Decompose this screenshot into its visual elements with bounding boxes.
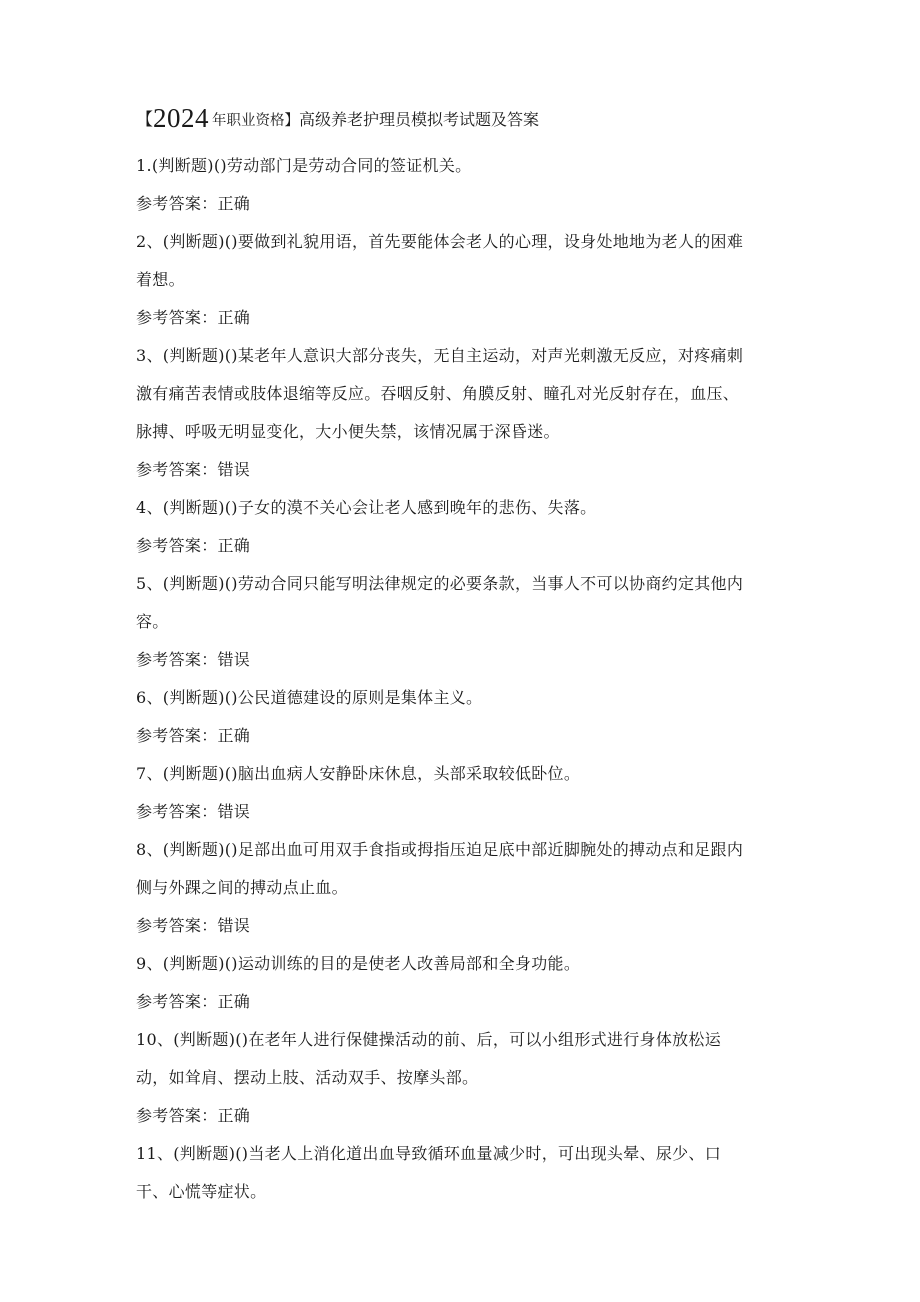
text-line: 参考答案：正确	[136, 992, 251, 1011]
text-line: 参考答案：正确	[136, 1106, 251, 1125]
title-year: 2024	[153, 103, 209, 133]
text-line: 参考答案：正确	[136, 726, 251, 745]
text-line: 3、(判断题)()某老年人意识大部分丧失，无自主运动，对声光刺激无反应，对疼痛刺	[136, 346, 744, 365]
text-line: 侧与外踝之间的搏动点止血。	[136, 878, 348, 897]
text-line: 参考答案：正确	[136, 194, 251, 213]
text-line: 参考答案：正确	[136, 308, 251, 327]
text-line: 5、(判断题)()劳动合同只能写明法律规定的必要条款，当事人不可以协商约定其他内	[136, 574, 744, 593]
text-line: 9、(判断题)()运动训练的目的是使老人改善局部和全身功能。	[136, 954, 581, 973]
text-line: 动，如耸肩、摆动上肢、活动双手、按摩头部。	[136, 1068, 479, 1087]
title-sub: 年职业资格】	[212, 113, 299, 129]
text-line: 脉搏、呼吸无明显变化，大小便失禁，该情况属于深昏迷。	[136, 422, 560, 441]
text-line: 干、心慌等症状。	[136, 1182, 267, 1201]
text-line: 着想。	[136, 270, 185, 289]
text-line: 1.(判断题)()劳动部门是劳动合同的签证机关。	[136, 156, 472, 175]
text-line: 11、(判断题)()当老人上消化道出血导致循环血量减少时，可出现头晕、尿少、口	[136, 1144, 722, 1163]
text-line: 7、(判断题)()脑出血病人安静卧床休息，头部采取较低卧位。	[136, 764, 581, 783]
text-line: 10、(判断题)()在老年人进行保健操活动的前、后，可以小组形式进行身体放松运	[136, 1030, 722, 1049]
text-line: 参考答案：错误	[136, 650, 251, 669]
text-line: 6、(判断题)()公民道德建设的原则是集体主义。	[136, 688, 483, 707]
text-line: 参考答案：错误	[136, 916, 251, 935]
text-line: 2、(判断题)()要做到礼貌用语，首先要能体会老人的心理，设身处地地为老人的困难	[136, 232, 744, 251]
text-line: 激有痛苦表情或肢体退缩等反应。吞咽反射、角膜反射、瞳孔对光反射存在，血压、	[136, 384, 740, 403]
text-line: 参考答案：正确	[136, 536, 251, 555]
text-line: 8、(判断题)()足部出血可用双手食指或拇指压迫足底中部近脚腕处的搏动点和足跟内	[136, 840, 744, 859]
text-line: 容。	[136, 612, 169, 631]
document-title	[136, 104, 539, 135]
text-line: 参考答案：错误	[136, 802, 251, 821]
text-line: 4、(判断题)()子女的漠不关心会让老人感到晚年的悲伤、失落。	[136, 498, 597, 517]
title-bracket: 【	[136, 110, 153, 130]
text-line: 参考答案：错误	[136, 460, 251, 479]
title-main: 高级养老护理员模拟考试题及答案	[299, 110, 540, 129]
